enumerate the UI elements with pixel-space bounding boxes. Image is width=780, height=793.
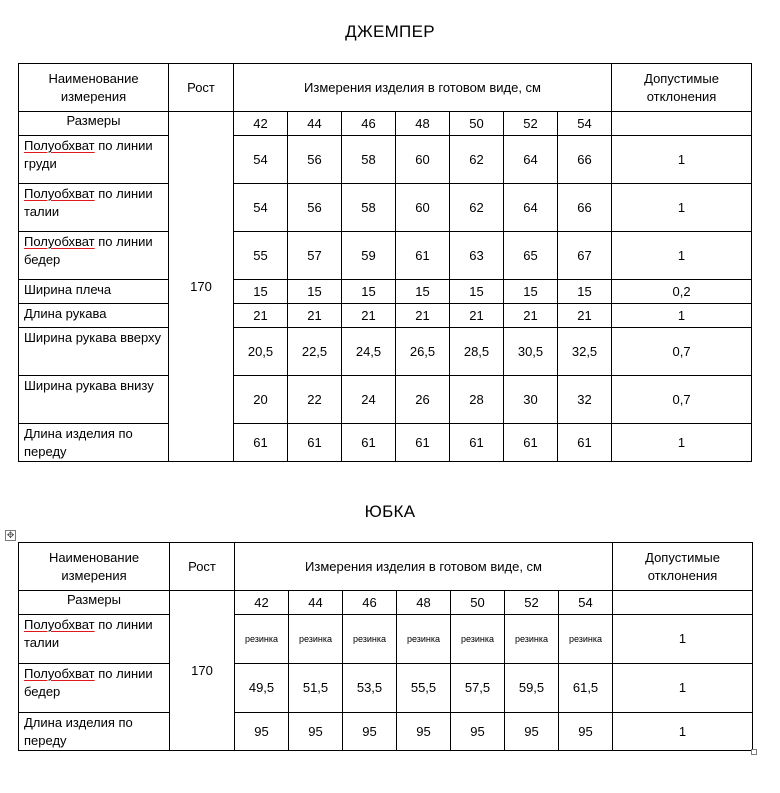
- table-row: [19, 280, 752, 304]
- measurement-name: [19, 136, 169, 184]
- tolerance-cell: 0,2: [612, 280, 752, 304]
- value-cell: 95: [505, 713, 559, 751]
- value-cell: 55: [234, 232, 288, 280]
- tolerance-cell: 1: [613, 615, 753, 664]
- value-cell: 59: [342, 232, 396, 280]
- size-cell: 46: [342, 112, 396, 136]
- skirt-title: ЮБКА: [364, 502, 416, 521]
- value-cell: 21: [234, 304, 288, 328]
- value-cell: 66: [558, 184, 612, 232]
- value-cell: 53,5: [343, 664, 397, 713]
- tolerance-cell: 1: [612, 304, 752, 328]
- value-cell: 60: [396, 184, 450, 232]
- table-row: [19, 424, 752, 462]
- header-height: Рост: [170, 543, 235, 591]
- measurement-label: Ширина рукава вверху: [24, 330, 162, 345]
- tolerance-cell: 1: [612, 136, 752, 184]
- measurement-label: по линии талии: [24, 186, 153, 219]
- value-cell: 95: [235, 713, 289, 751]
- measurement-label: Длина рукава: [24, 306, 107, 321]
- spellcheck-word: Полуобхват: [24, 666, 95, 681]
- jumper-table: [18, 63, 752, 462]
- value-cell: 63: [450, 232, 504, 280]
- tolerance-cell: 1: [613, 713, 753, 751]
- header-tolerance: Допустимые отклонения: [613, 543, 753, 591]
- sizes-label: Размеры: [19, 591, 170, 615]
- value-cell: 54: [234, 184, 288, 232]
- value-cell: 54: [234, 136, 288, 184]
- header-name: Наименование измерения: [19, 543, 170, 591]
- value-cell: резинка: [289, 615, 343, 664]
- value-cell: 20,5: [234, 328, 288, 376]
- value-cell: 67: [558, 232, 612, 280]
- sizes-row: [19, 112, 752, 136]
- measurement-name: [19, 615, 170, 664]
- value-cell: 95: [451, 713, 505, 751]
- table-row: [19, 664, 753, 713]
- value-cell: 95: [397, 713, 451, 751]
- size-cell: 48: [396, 112, 450, 136]
- size-cell: 44: [288, 112, 342, 136]
- table-row: [19, 136, 752, 184]
- value-cell: 61: [396, 424, 450, 462]
- table-row: [19, 328, 752, 376]
- value-cell: 21: [396, 304, 450, 328]
- value-cell: 51,5: [289, 664, 343, 713]
- value-cell: 60: [396, 136, 450, 184]
- value-cell: 61: [450, 424, 504, 462]
- value-cell: 15: [342, 280, 396, 304]
- value-cell: 21: [504, 304, 558, 328]
- value-cell: 20: [234, 376, 288, 424]
- value-cell: 62: [450, 136, 504, 184]
- value-cell: 57,5: [451, 664, 505, 713]
- measurement-label: по линии талии: [24, 617, 153, 650]
- tolerance-empty: [613, 591, 753, 615]
- value-cell: 26: [396, 376, 450, 424]
- measurement-name: [19, 280, 169, 304]
- tolerance-cell: 1: [612, 424, 752, 462]
- table-row: [19, 304, 752, 328]
- table-row: [19, 376, 752, 424]
- value-cell: 59,5: [505, 664, 559, 713]
- height-value: 170: [170, 591, 235, 751]
- value-cell: 15: [558, 280, 612, 304]
- value-cell: 15: [234, 280, 288, 304]
- value-cell: 26,5: [396, 328, 450, 376]
- size-cell: 54: [559, 591, 613, 615]
- measurement-name: [19, 424, 169, 462]
- measurement-label: Длина изделия по переду: [24, 426, 133, 459]
- value-cell: 56: [288, 184, 342, 232]
- measurement-name: [19, 304, 169, 328]
- value-cell: 15: [504, 280, 558, 304]
- sizes-label: Размеры: [19, 112, 169, 136]
- size-cell: 42: [235, 591, 289, 615]
- size-cell: 52: [505, 591, 559, 615]
- value-cell: 21: [450, 304, 504, 328]
- size-cell: 48: [397, 591, 451, 615]
- tolerance-cell: 1: [613, 664, 753, 713]
- size-cell: 44: [289, 591, 343, 615]
- value-cell: 95: [289, 713, 343, 751]
- size-cell: 46: [343, 591, 397, 615]
- value-cell: 15: [396, 280, 450, 304]
- measurement-name: [19, 664, 170, 713]
- resize-icon[interactable]: [751, 749, 757, 755]
- value-cell: 55,5: [397, 664, 451, 713]
- measurement-name: [19, 232, 169, 280]
- spellcheck-word: Полуобхват: [24, 234, 95, 249]
- value-cell: 24: [342, 376, 396, 424]
- header-height: Рост: [169, 64, 234, 112]
- measurement-label: по линии бедер: [24, 234, 153, 267]
- size-cell: 50: [451, 591, 505, 615]
- value-cell: 21: [288, 304, 342, 328]
- value-cell: 22,5: [288, 328, 342, 376]
- value-cell: резинка: [397, 615, 451, 664]
- measurement-label: Длина изделия по переду: [24, 715, 133, 748]
- value-cell: 49,5: [235, 664, 289, 713]
- value-cell: 28,5: [450, 328, 504, 376]
- header-measurements: Измерения изделия в готовом виде, см: [235, 543, 613, 591]
- value-cell: 61: [342, 424, 396, 462]
- skirt-table: [18, 542, 753, 751]
- value-cell: 61,5: [559, 664, 613, 713]
- table-row: [19, 184, 752, 232]
- header-measurements: Измерения изделия в готовом виде, см: [234, 64, 612, 112]
- value-cell: 57: [288, 232, 342, 280]
- value-cell: 21: [558, 304, 612, 328]
- value-cell: 21: [342, 304, 396, 328]
- value-cell: 15: [288, 280, 342, 304]
- value-cell: резинка: [559, 615, 613, 664]
- move-icon[interactable]: ✥: [6, 530, 15, 540]
- spellcheck-word: Полуобхват: [24, 617, 95, 632]
- size-cell: 50: [450, 112, 504, 136]
- header-name: Наименование измерения: [19, 64, 169, 112]
- value-cell: 32,5: [558, 328, 612, 376]
- sizes-row: [19, 591, 753, 615]
- measurement-name: [19, 328, 169, 376]
- measurement-name: [19, 184, 169, 232]
- value-cell: 58: [342, 136, 396, 184]
- value-cell: 56: [288, 136, 342, 184]
- value-cell: 66: [558, 136, 612, 184]
- value-cell: резинка: [451, 615, 505, 664]
- value-cell: 61: [396, 232, 450, 280]
- table-row: [19, 232, 752, 280]
- value-cell: 61: [504, 424, 558, 462]
- value-cell: 32: [558, 376, 612, 424]
- value-cell: 15: [450, 280, 504, 304]
- value-cell: резинка: [505, 615, 559, 664]
- value-cell: 61: [558, 424, 612, 462]
- measurement-label: Ширина плеча: [24, 282, 112, 297]
- value-cell: резинка: [343, 615, 397, 664]
- size-cell: 52: [504, 112, 558, 136]
- measurement-label: Ширина рукава внизу: [24, 378, 154, 393]
- spellcheck-word: Полуобхват: [24, 186, 95, 201]
- value-cell: 24,5: [342, 328, 396, 376]
- table-row: [19, 615, 753, 664]
- measurement-name: [19, 376, 169, 424]
- measurement-name: [19, 713, 170, 751]
- jumper-title: ДЖЕМПЕР: [345, 22, 435, 41]
- value-cell: 95: [559, 713, 613, 751]
- value-cell: 28: [450, 376, 504, 424]
- value-cell: 65: [504, 232, 558, 280]
- measurement-label: по линии груди: [24, 138, 153, 171]
- measurement-label: по линии бедер: [24, 666, 153, 699]
- value-cell: 64: [504, 184, 558, 232]
- header-row: [19, 543, 753, 591]
- value-cell: резинка: [235, 615, 289, 664]
- header-row: [19, 64, 752, 112]
- tolerance-cell: 1: [612, 184, 752, 232]
- value-cell: 30,5: [504, 328, 558, 376]
- value-cell: 95: [343, 713, 397, 751]
- tolerance-cell: 1: [612, 232, 752, 280]
- tolerance-cell: 0,7: [612, 328, 752, 376]
- height-value: 170: [169, 112, 234, 462]
- value-cell: 61: [288, 424, 342, 462]
- tolerance-cell: 0,7: [612, 376, 752, 424]
- size-cell: 54: [558, 112, 612, 136]
- spellcheck-word: Полуобхват: [24, 138, 95, 153]
- value-cell: 61: [234, 424, 288, 462]
- value-cell: 64: [504, 136, 558, 184]
- tolerance-empty: [612, 112, 752, 136]
- value-cell: 22: [288, 376, 342, 424]
- header-tolerance: Допустимые отклонения: [612, 64, 752, 112]
- value-cell: 58: [342, 184, 396, 232]
- value-cell: 30: [504, 376, 558, 424]
- size-cell: 42: [234, 112, 288, 136]
- value-cell: 62: [450, 184, 504, 232]
- table-row: [19, 713, 753, 751]
